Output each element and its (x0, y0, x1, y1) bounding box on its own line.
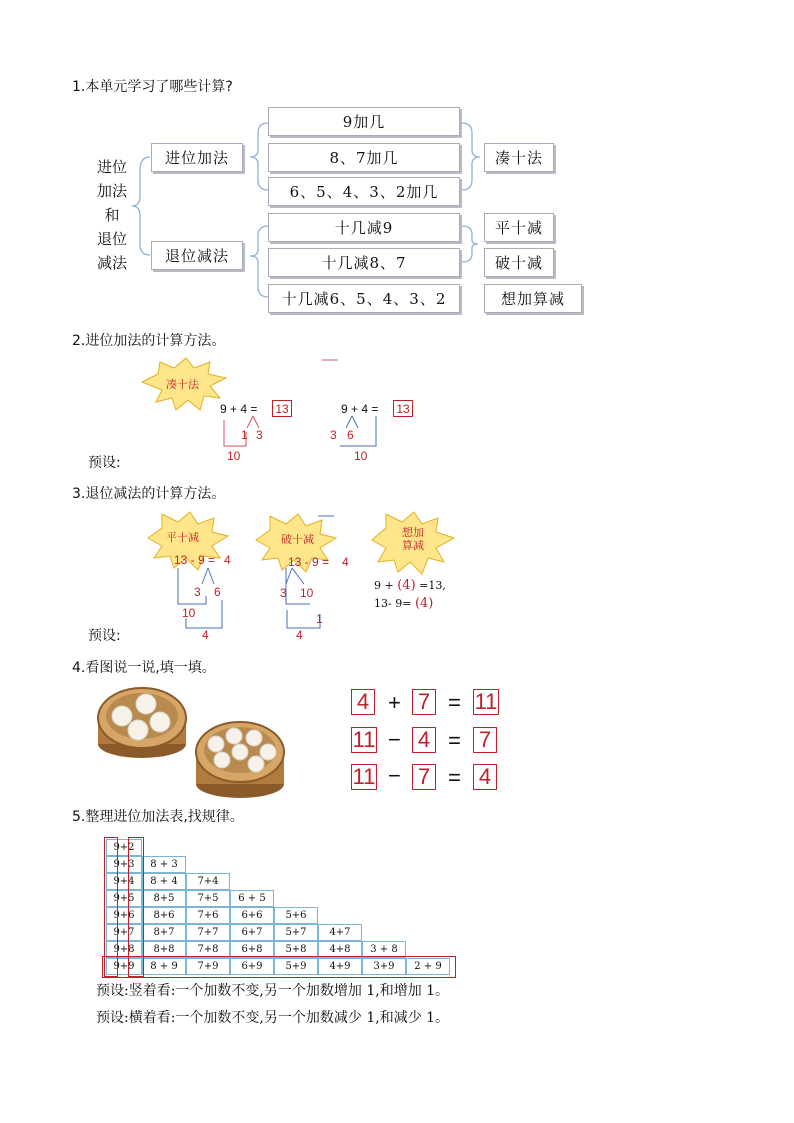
table-cell: 2 + 9 (406, 958, 450, 975)
q4-r3-op: − (388, 763, 401, 788)
table-cell: 6+7 (230, 924, 274, 941)
q5-title: 5.整理进位加法表,找规律。 (72, 809, 244, 825)
root-label: 进位 加法 和 退位 减法 (96, 158, 127, 272)
q2-title: 2.进位加法的计算方法。 (72, 333, 226, 349)
q5-preset-1: 预设:竖着看:一个加数不变,另一个加数增加 1,和增加 1。 (96, 983, 450, 999)
table-cell: 9+6 (106, 907, 142, 924)
table-cell: 7+9 (186, 958, 230, 975)
table-cell: 4+9 (318, 958, 362, 975)
q2-badge: 凑十法 (166, 378, 199, 391)
table-cell: 9+3 (106, 856, 142, 873)
q3-title: 3.退位减法的计算方法。 (72, 486, 226, 502)
q1-title: 1.本单元学习了哪些计算? (72, 79, 233, 95)
table-cell: 7+6 (186, 907, 230, 924)
q4-r1-op: + (388, 690, 401, 715)
q4-r2-op: − (388, 727, 401, 752)
table-cell: 6+9 (230, 958, 274, 975)
q3-ex1-b: 6 (214, 585, 221, 599)
q4-r2-b: 4 (412, 727, 436, 753)
q2-ex1-ans: 13 (272, 400, 292, 417)
q3-badge-2: 破十减 (281, 533, 314, 546)
table-cell: 8+6 (142, 907, 186, 924)
q3-badge-1: 平十减 (166, 531, 199, 544)
table-cell: 7+5 (186, 890, 230, 907)
q2-ex2-split-b: 6 (347, 428, 354, 442)
table-cell: 9+9 (106, 958, 142, 975)
q4-r3-c: 4 (473, 764, 497, 790)
q4-r3-a: 11 (352, 764, 376, 789)
q4-r1-c: 11 (474, 689, 498, 714)
q2-ex2-ten: 10 (354, 449, 368, 463)
table-cell: 4+7 (318, 924, 362, 941)
q2-ex1-split-b: 3 (256, 428, 263, 442)
q3-preset: 预设: (88, 628, 121, 644)
q3-ex1-c: 10 (182, 606, 196, 620)
q4-r3-b: 7 (412, 764, 436, 790)
q3-ex3-line1: 9 + (4) =13, (374, 578, 446, 593)
q2-ex2-split-a: 3 (330, 428, 337, 442)
table-cell: 3+9 (362, 958, 406, 975)
table-cell: 5+7 (274, 924, 318, 941)
sub-item: 十几减8、7 (268, 248, 460, 277)
q4-r2-c: 7 (473, 727, 497, 753)
q2-ex2-ans: 13 (393, 400, 413, 417)
sub-category: 退位减法 (151, 241, 243, 270)
q4-r1-a: 4 (351, 689, 375, 715)
q3-ex2-c: 1 (316, 612, 323, 626)
table-cell: 5+9 (274, 958, 318, 975)
q4-r2-a: 11 (352, 727, 376, 752)
q3-ex1-a: 3 (194, 585, 201, 599)
add-item: 6、5、4、3、2加几 (268, 177, 460, 206)
q3-ex1-d: 4 (202, 628, 209, 642)
q2-ex2-eq: 9 + 4 = (341, 402, 379, 416)
q3-badge-3: 想加算减 (402, 526, 424, 552)
q2-ex1-eq: 9 + 4 = (220, 402, 258, 416)
table-cell: 5+6 (274, 907, 318, 924)
table-cell: 9+7 (106, 924, 142, 941)
q3-ex2-a: 3 (280, 586, 287, 600)
table-cell: 5+8 (274, 941, 318, 958)
table-cell: 6+8 (230, 941, 274, 958)
q2-preset: 预设: (88, 455, 121, 471)
table-cell: 7+4 (186, 873, 230, 890)
sub-item: 十几减6、5、4、3、2 (268, 284, 460, 313)
add-method: 凑十法 (484, 143, 554, 172)
q4-title: 4.看图说一说,填一填。 (72, 660, 216, 676)
table-cell: 4+8 (318, 941, 362, 958)
q3-ex2-ans: 4 (342, 555, 349, 569)
q2-ex1-split-a: 1 (241, 428, 248, 442)
sub-method: 破十减 (484, 248, 554, 277)
table-cell: 8+7 (142, 924, 186, 941)
sub-method: 平十减 (484, 213, 554, 242)
table-cell: 8 + 9 (142, 958, 186, 975)
q3-ex3-line2: 13- 9= (4) (374, 596, 434, 611)
table-cell: 9+4 (106, 873, 142, 890)
table-cell: 8+5 (142, 890, 186, 907)
q4-r2-eq: = (448, 728, 461, 753)
q3-ex2-eq: 13 - 9 = (288, 555, 330, 569)
table-cell: 8 + 3 (142, 856, 186, 873)
table-cell: 9+5 (106, 890, 142, 907)
q3-ex2-b: 10 (300, 586, 314, 600)
table-cell: 8 + 4 (142, 873, 186, 890)
q3-ex1-eq: 13 - 9 = (174, 553, 216, 567)
q4-r1-eq: = (448, 690, 461, 715)
q2-ex1-ten: 10 (227, 449, 241, 463)
table-cell: 6+6 (230, 907, 274, 924)
table-cell: 7+7 (186, 924, 230, 941)
table-cell: 9+2 (106, 839, 142, 856)
table-cell: 7+8 (186, 941, 230, 958)
q4-r1-b: 7 (412, 689, 436, 715)
add-item: 8、7加几 (268, 143, 460, 172)
add-category: 进位加法 (151, 143, 243, 172)
table-cell: 8+8 (142, 941, 186, 958)
q3-ex2-d: 4 (296, 628, 303, 642)
q5-preset-2: 预设:横着看:一个加数不变,另一个加数减少 1,和减少 1。 (96, 1010, 450, 1026)
table-cell: 9+8 (106, 941, 142, 958)
row-highlight (102, 956, 456, 978)
q4-r3-eq: = (448, 765, 461, 790)
table-cell: 6 + 5 (230, 890, 274, 907)
add-item: 9加几 (268, 107, 460, 136)
q3-ex1-ans: 4 (224, 553, 231, 567)
sub-item: 十几减9 (268, 213, 460, 242)
table-cell: 3 + 8 (362, 941, 406, 958)
sub-method: 想加算减 (484, 284, 582, 313)
